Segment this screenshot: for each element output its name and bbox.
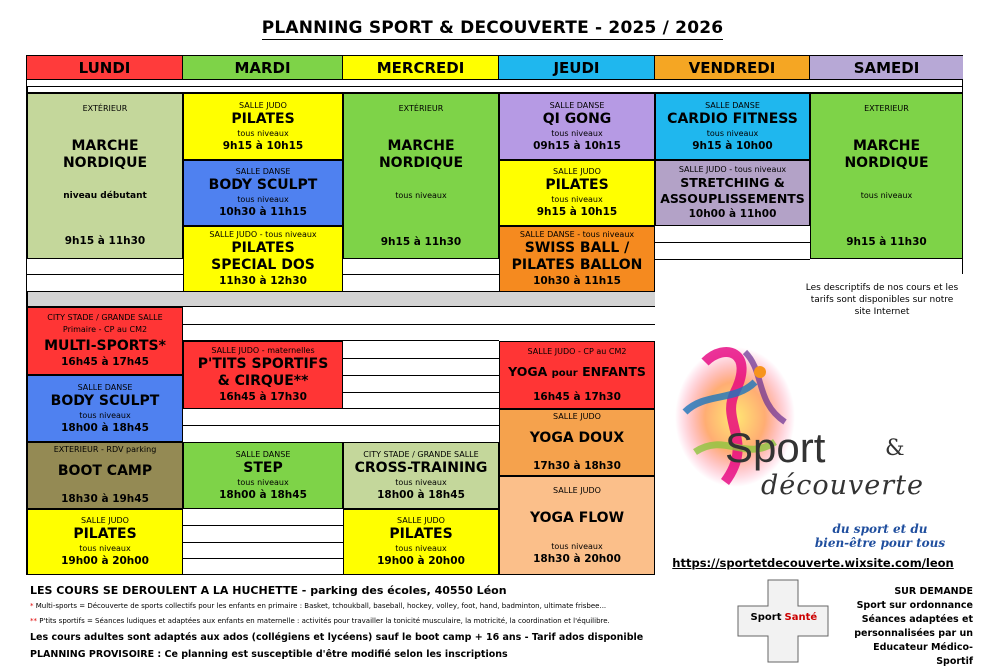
course-name: SWISS BALL / PILATES BALLON xyxy=(511,240,643,273)
slogan: du sport et du bien-être pour tous xyxy=(814,522,946,550)
day-header-mercredi: MERCREDI xyxy=(343,56,499,80)
sport-sante-badge: Sport Santé xyxy=(736,578,830,664)
course-level: tous niveaux xyxy=(395,544,447,553)
info-box xyxy=(655,274,963,575)
course-level: tous niveaux xyxy=(706,128,759,138)
course-jeudi-swiss-ball xyxy=(499,226,655,292)
course-jeudi-yoga-enfants xyxy=(499,341,655,409)
course-location: CITY STADE / GRANDE SALLE xyxy=(47,313,163,322)
course-location: EXTÉRIEUR xyxy=(398,103,444,113)
course-name: PILATES xyxy=(73,526,137,542)
course-location: SALLE DANSE xyxy=(235,449,291,459)
course-level: tous niveaux xyxy=(237,477,289,487)
course-time: 9h15 à 10h15 xyxy=(222,139,304,152)
course-location: SALLE DANSE xyxy=(235,167,291,176)
course-time: 16h45 à 17h30 xyxy=(533,390,621,403)
course-time: 16h45 à 17h45 xyxy=(61,356,149,368)
course-name: YOGA pour ENFANTS xyxy=(508,363,646,379)
course-name: PILATES xyxy=(545,177,609,193)
course-location: SALLE JUDO xyxy=(553,167,601,176)
course-level: tous niveaux xyxy=(79,544,131,553)
course-level: tous niveaux xyxy=(551,128,603,138)
footnote-multisports: * Multi-sports = Découverte de sports collectifs pour les enfants en primaire : Basket, tchoukball, baseball, hockey, volley, foot, hand, badminton, ultimate frisbee... xyxy=(30,602,607,610)
course-location: SALLE JUDO - maternelles xyxy=(211,346,315,355)
day-header-jeudi: JEUDI xyxy=(499,56,655,80)
course-location: SALLE JUDO xyxy=(397,516,445,525)
course-time: 11h30 à 12h30 xyxy=(219,275,307,287)
logo-word-sport: Sport xyxy=(725,424,826,471)
separator-row xyxy=(27,86,963,93)
course-location: SALLE JUDO xyxy=(81,516,129,525)
course-vendredi-cardio-fitness xyxy=(655,93,810,160)
course-location: SALLE JUDO - tous niveaux xyxy=(209,230,317,239)
adults-note: Les cours adultes sont adaptés aux ados (collégiens et lycéens) sauf le boot camp + 16 ans - Tarif ados disponible xyxy=(30,632,644,643)
course-name: PILATES SPECIAL DOS xyxy=(211,240,315,273)
course-location: EXTERIEUR - RDV parking xyxy=(53,445,157,454)
course-mardi-step xyxy=(183,442,343,509)
course-location: SALLE DANSE xyxy=(705,100,760,110)
location-note: LES COURS SE DEROULENT A LA HUCHETTE - parking des écoles, 40550 Léon xyxy=(30,584,507,597)
course-time: 10h30 à 11h15 xyxy=(533,275,621,287)
course-time: 18h00 à 18h45 xyxy=(377,488,465,501)
course-time: 10h00 à 11h00 xyxy=(688,208,777,220)
schedule-grid xyxy=(26,55,963,575)
day-header-samedi: SAMEDI xyxy=(810,56,963,80)
course-location: SALLE JUDO - CP au CM2 xyxy=(527,346,627,356)
course-lundi-boot-camp xyxy=(27,442,183,509)
course-time: 9h15 à 11h30 xyxy=(846,235,927,248)
course-mercredi-marche-nordique xyxy=(343,93,499,259)
course-name: P'TITS SPORTIFS & CIRQUE** xyxy=(197,356,329,389)
course-time: 9h15 à 10h15 xyxy=(536,206,618,218)
course-level: tous niveaux xyxy=(237,128,289,138)
course-lundi-multi-sports xyxy=(27,307,183,375)
course-name: CROSS-TRAINING xyxy=(354,459,488,476)
course-audience: Primaire - CP au CM2 xyxy=(62,325,148,334)
course-level: tous niveaux xyxy=(860,190,913,200)
course-mardi-pilates xyxy=(183,93,343,160)
course-location: SALLE DANSE xyxy=(77,382,133,392)
course-samedi-marche-nordique xyxy=(810,93,963,259)
logo-ampersand: & xyxy=(885,436,905,461)
course-location: SALLE DANSE - tous niveaux xyxy=(519,230,635,239)
course-level: tous niveaux xyxy=(237,195,289,204)
course-jeudi-yoga-flow xyxy=(499,476,655,575)
day-header-vendredi: VENDREDI xyxy=(655,56,810,80)
course-location: SALLE DANSE xyxy=(549,100,605,110)
course-mardi-ptits-sportifs xyxy=(183,341,343,409)
course-time: 9h15 à 11h30 xyxy=(380,235,462,248)
course-name: STEP xyxy=(243,459,283,476)
logo-word-decouverte: découverte xyxy=(761,470,924,501)
course-jeudi-yoga-doux xyxy=(499,409,655,476)
course-level: tous niveaux xyxy=(395,190,447,200)
course-name: BODY SCULPT xyxy=(50,392,160,409)
course-jeudi-qi-gong xyxy=(499,93,655,160)
course-lundi-body-sculpt xyxy=(27,375,183,442)
course-time: 17h30 à 18h30 xyxy=(533,460,621,472)
course-name: MARCHE NORDIQUE xyxy=(844,137,929,171)
course-time: 18h30 à 19h45 xyxy=(61,493,149,505)
course-time: 18h00 à 18h45 xyxy=(219,488,307,501)
course-vendredi-stretching xyxy=(655,160,810,226)
course-lundi-pilates xyxy=(27,509,183,575)
course-time: 18h00 à 18h45 xyxy=(61,421,149,434)
course-name: BODY SCULPT xyxy=(208,177,318,193)
course-time: 09h15 à 10h15 xyxy=(533,139,621,152)
course-mardi-body-sculpt xyxy=(183,160,343,226)
course-location: SALLE JUDO xyxy=(553,412,601,421)
course-level: tous niveaux xyxy=(551,541,603,551)
course-time: 19h00 à 20h00 xyxy=(377,555,465,567)
provisional-note: PLANNING PROVISOIRE : Ce planning est susceptible d'être modifié selon les inscriptions xyxy=(30,649,508,660)
page-title: PLANNING SPORT & DECOUVERTE - 2025 / 2026 xyxy=(261,18,724,38)
course-name: MARCHE NORDIQUE xyxy=(378,137,464,171)
course-time: 9h15 à 10h00 xyxy=(692,139,773,152)
info-text: Les descriptifs de nos cours et les tarifs sont disponibles sur notre site Internet xyxy=(805,283,959,317)
day-header-lundi: LUNDI xyxy=(27,56,183,80)
footnote-ptits-sportifs: ** P'tits sportifs = Séances ludiques et adaptées aux enfants en maternelle : activités pour travailler la tonicité musculaire, la motricité, la coordination et l'équilibre. xyxy=(30,617,610,625)
course-lundi-marche-nordique xyxy=(27,93,183,259)
course-location: SALLE JUDO xyxy=(239,100,287,110)
course-time: 19h00 à 20h00 xyxy=(61,555,149,567)
course-time: 16h45 à 17h30 xyxy=(219,391,307,403)
course-time: 10h30 à 11h15 xyxy=(219,206,307,218)
course-name: MULTI-SPORTS* xyxy=(44,338,166,354)
course-time: 18h30 à 20h00 xyxy=(533,552,621,565)
course-time: 9h15 à 11h30 xyxy=(64,235,146,247)
course-name: PILATES xyxy=(231,110,295,127)
course-location: SALLE JUDO xyxy=(553,485,601,495)
course-name: STRETCHING & ASSOUPLISSEMENTS xyxy=(660,175,805,206)
course-location: CITY STADE / GRANDE SALLE xyxy=(363,449,479,459)
day-header-mardi: MARDI xyxy=(183,56,343,80)
course-mercredi-cross-training xyxy=(343,442,499,509)
course-name: BOOT CAMP xyxy=(57,463,153,479)
course-location: SALLE JUDO - tous niveaux xyxy=(678,165,787,174)
course-name: PILATES xyxy=(389,526,453,542)
course-level: niveau débutant xyxy=(63,191,147,201)
course-name: YOGA FLOW xyxy=(529,509,625,526)
course-name: YOGA DOUX xyxy=(529,430,625,446)
course-location: EXTERIEUR xyxy=(864,103,909,113)
course-level: tous niveaux xyxy=(551,195,603,204)
course-jeudi-pilates xyxy=(499,160,655,226)
course-name: QI GONG xyxy=(542,110,612,127)
course-mercredi-pilates xyxy=(343,509,499,575)
on-demand-box: SUR DEMANDE Sport sur ordonnance Séances adaptées et personnalisées par un Educateur Médico-Sportif xyxy=(854,586,973,667)
course-location: EXTÉRIEUR xyxy=(82,104,128,113)
website-link[interactable]: https://sportetdecouverte.wixsite.com/leon xyxy=(672,556,954,570)
course-name: CARDIO FITNESS xyxy=(667,110,798,127)
course-level: tous niveaux xyxy=(395,477,447,487)
course-name: MARCHE NORDIQUE xyxy=(62,138,148,171)
course-level: tous niveaux xyxy=(79,410,131,420)
course-mardi-pilates-special-dos xyxy=(183,226,343,292)
